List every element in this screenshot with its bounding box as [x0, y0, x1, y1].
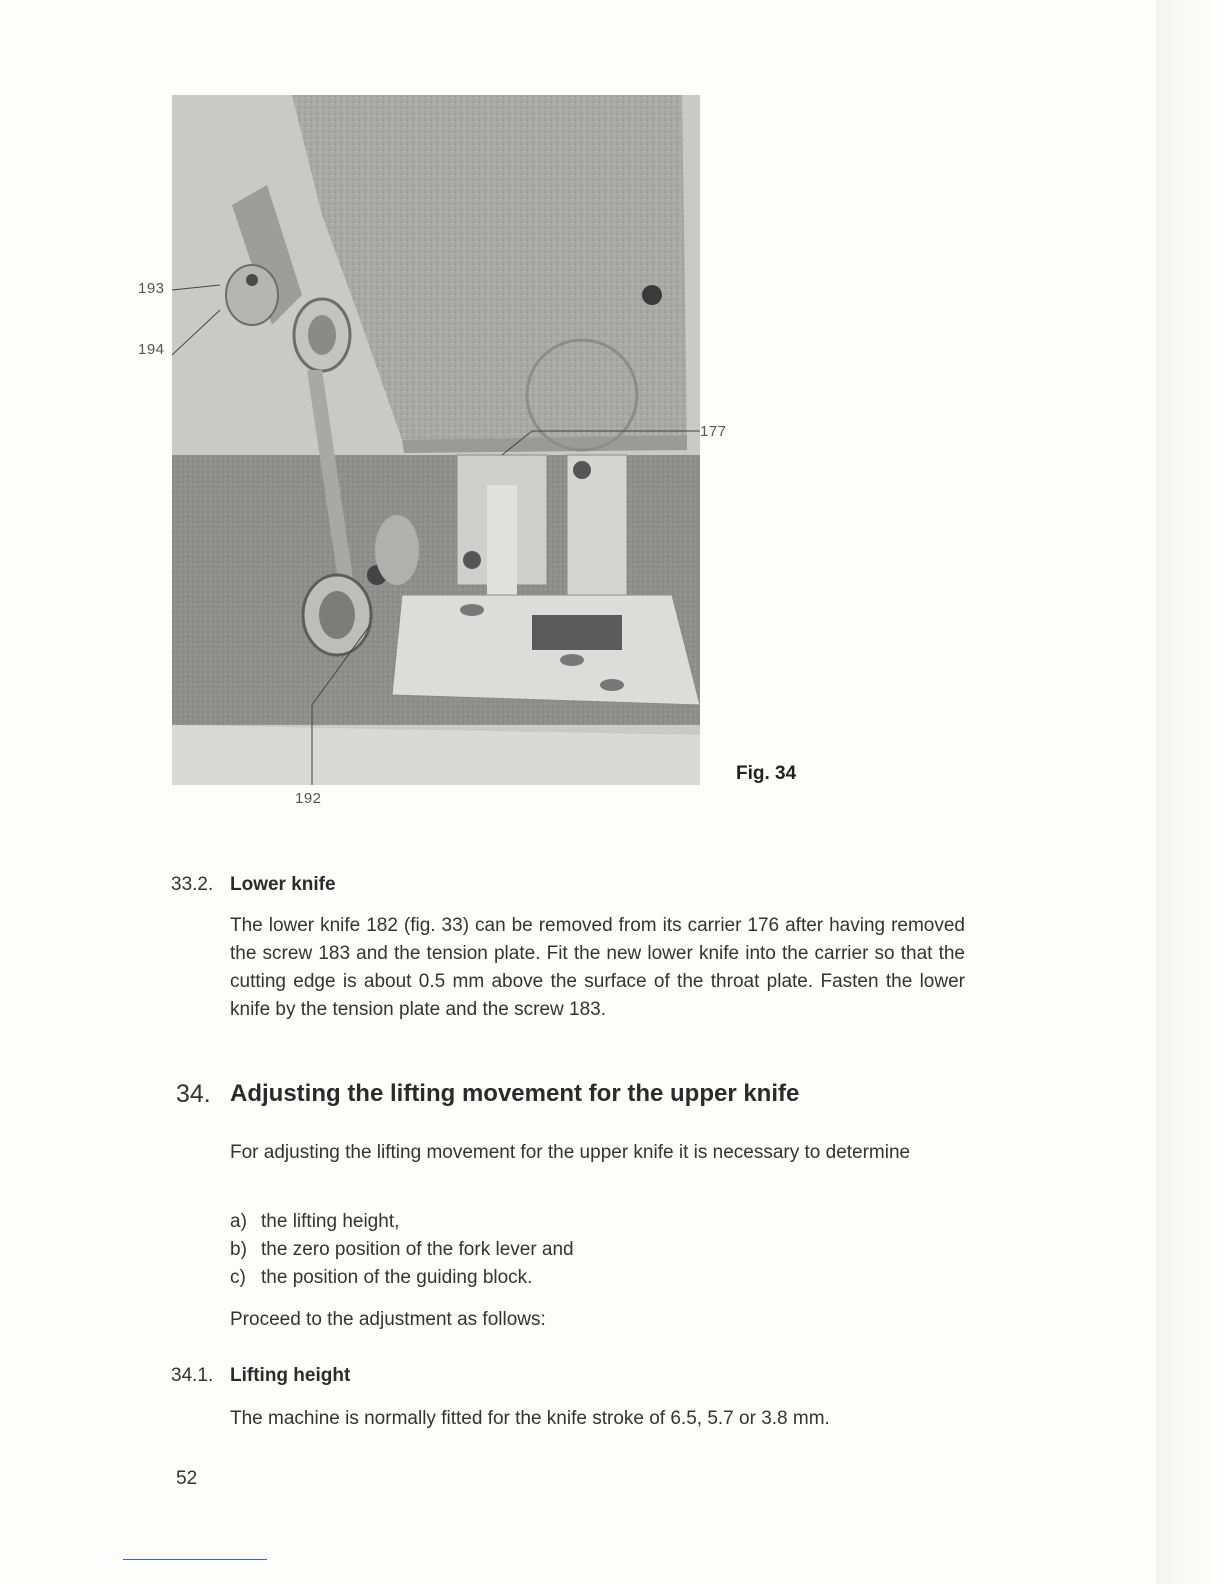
- section-title-lower-knife: Lower knife: [230, 874, 336, 895]
- page-number: 52: [176, 1468, 198, 1489]
- chapter-number-34: 34.: [176, 1080, 211, 1108]
- list-item: [230, 1264, 574, 1292]
- figure-34: [130, 90, 730, 820]
- callout-194: 194: [138, 341, 165, 358]
- list-marker: a): [230, 1211, 247, 1232]
- callout-192: 192: [295, 790, 322, 807]
- machine-photo: [172, 95, 700, 785]
- section-number-33-2: 33.2.: [171, 874, 214, 895]
- intro-paragraph: For adjusting the lifting movement for the upper knife it is necessary to determine: [230, 1142, 911, 1163]
- list-text: the zero position of the fork lever and: [261, 1239, 574, 1260]
- machine-illustration: [172, 95, 700, 785]
- list-marker: b): [230, 1239, 247, 1260]
- list-item: [230, 1236, 574, 1264]
- list-marker: c): [230, 1267, 246, 1288]
- page-edge: [1156, 0, 1224, 1584]
- list-text: the position of the guiding block.: [261, 1267, 533, 1288]
- determine-list: [230, 1208, 574, 1292]
- figure-label: Fig. 34: [736, 763, 797, 784]
- list-item: [230, 1208, 574, 1236]
- proceed-paragraph: Proceed to the adjustment as follows:: [230, 1309, 546, 1330]
- section-number-34-1: 34.1.: [171, 1365, 214, 1386]
- callout-193: 193: [138, 280, 165, 297]
- lower-knife-paragraph: The lower knife 182 (fig. 33) can be removed from its carrier 176 after having removed the screw 183 and the tension plate. Fit the new lower knife into the carrier so that the cutting edge is about 0.5 mm above the surface of the throat plate. Fasten the lower knife by the tension plate and the screw 183.: [230, 915, 965, 1020]
- chapter-title: Adjusting the lifting movement for the upper knife: [230, 1080, 800, 1107]
- bottom-rule: [123, 1559, 267, 1560]
- list-text: the lifting height,: [261, 1211, 400, 1232]
- lifting-height-paragraph: The machine is normally fitted for the knife stroke of 6.5, 5.7 or 3.8 mm.: [230, 1408, 830, 1429]
- callout-177: 177: [700, 423, 727, 440]
- section-title-lifting-height: Lifting height: [230, 1365, 351, 1386]
